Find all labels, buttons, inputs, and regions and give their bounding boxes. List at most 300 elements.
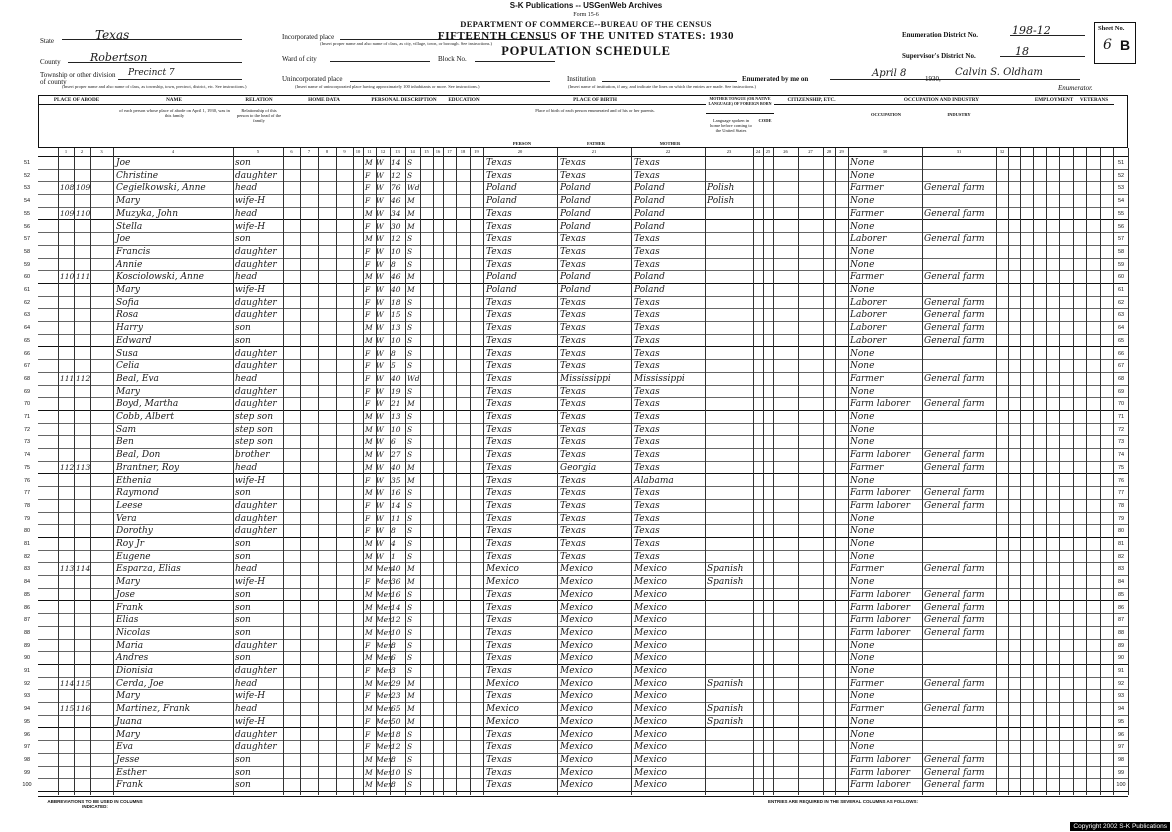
sex-cell: M — [365, 234, 373, 244]
age-cell: 13 — [391, 323, 401, 333]
person-name-cell: Esther — [116, 767, 147, 778]
industry-cell: General farm — [924, 704, 985, 715]
mother-tongue-cell — [707, 399, 753, 409]
person-name-cell: Beal, Don — [116, 450, 161, 461]
column-number: 10 — [355, 149, 361, 154]
relation-cell: daughter — [235, 348, 277, 359]
line-number-left: 91 — [23, 668, 31, 674]
marital-status-cell: S — [407, 437, 413, 447]
occupation-cell: Laborer — [850, 323, 887, 334]
dwelling-number-cell — [60, 615, 74, 625]
line-number-left: 57 — [23, 236, 31, 243]
race-cell: W — [376, 462, 384, 472]
mother-tongue-cell: Polish — [707, 196, 735, 207]
birthplace-cell: Poland — [486, 183, 517, 194]
relation-cell: daughter — [235, 742, 277, 753]
line-number: 54 — [1117, 198, 1125, 205]
industry-cell: General farm — [924, 272, 985, 283]
line-number: 98 — [1117, 756, 1125, 763]
person-name-cell: Susa — [116, 348, 138, 359]
family-number-cell: 114 — [76, 564, 91, 574]
column-number: 14 — [410, 149, 415, 154]
line-number-left: 68 — [23, 375, 31, 382]
age-cell: 3 — [391, 666, 396, 675]
enumerated-year: 1930, — [925, 75, 941, 83]
industry-cell — [924, 361, 994, 371]
mother-birthplace-cell: Texas — [634, 259, 660, 270]
census-title: FIFTEENTH CENSUS OF THE UNITED STATES: 1930 — [437, 30, 735, 42]
race-cell: Mex — [376, 716, 393, 726]
person-name-cell: Cegielkowski, Anne — [116, 183, 206, 194]
table-row — [23, 259, 1128, 272]
birthplace-cell: Texas — [486, 627, 512, 638]
column-number: 4 — [171, 149, 175, 154]
sex-cell: M — [365, 450, 373, 460]
mother-tongue-cell — [707, 361, 753, 371]
block-label: Block No. — [438, 55, 467, 63]
race-cell: W — [376, 221, 384, 231]
column-number: 18 — [460, 149, 466, 154]
race-cell: Mex — [376, 678, 393, 688]
table-row — [23, 246, 1128, 259]
column-number: 25 — [765, 149, 771, 154]
entries-title: ENTRIES ARE REQUIRED IN THE SEVERAL COLUMNS AS FOLLOWS: — [767, 799, 919, 804]
race-cell: W — [376, 500, 384, 510]
dwelling-number-cell — [60, 450, 74, 460]
birthplace-cell: Texas — [486, 526, 512, 537]
father-birthplace-cell: Georgia — [560, 462, 597, 473]
dwelling-number-cell — [60, 222, 74, 232]
incorporated-line — [340, 29, 550, 40]
table-row — [23, 665, 1128, 678]
table-row — [23, 411, 1128, 424]
supervisor-district-label: Supervisor's District No. — [902, 52, 976, 60]
dwelling-number-cell — [60, 425, 74, 435]
industry-cell — [924, 196, 994, 206]
dwelling-number-cell — [60, 349, 74, 359]
column-number: 31 — [956, 149, 962, 154]
line-number-left: 77 — [23, 490, 31, 497]
industry-cell — [924, 437, 994, 447]
race-cell: W — [376, 348, 384, 358]
family-number-cell — [76, 691, 90, 701]
race-cell: W — [376, 310, 384, 320]
birthplace-cell: Texas — [486, 259, 512, 270]
person-name-cell: Francis — [116, 246, 151, 257]
sheet-number: 6 — [1103, 37, 1112, 53]
person-name-cell: Muzyka, John — [116, 208, 178, 219]
person-name-cell: Jesse — [116, 754, 140, 765]
father-birthplace-cell: Mexico — [560, 589, 593, 600]
mother-tongue-cell — [707, 603, 753, 613]
industry-cell: General farm — [924, 767, 985, 778]
mother-birthplace-cell: Texas — [634, 297, 660, 308]
industry-cell: General farm — [924, 678, 985, 689]
occupation-cell: None — [850, 285, 875, 295]
mother-birthplace-cell: Alabama — [634, 475, 674, 486]
father-birthplace-cell: Mexico — [560, 742, 593, 753]
line-number: 69 — [1117, 388, 1125, 395]
column-number: 19 — [474, 149, 479, 154]
person-name-cell: Juana — [116, 716, 142, 727]
occupation-cell: None — [850, 170, 875, 181]
age-cell: 8 — [391, 526, 396, 536]
industry-col-header: INDUSTRY — [947, 112, 971, 117]
grid-line — [420, 148, 421, 795]
sex-cell: F — [365, 310, 371, 320]
column-number: 16 — [435, 149, 441, 154]
line-number: 80 — [1117, 528, 1125, 535]
age-cell: 10 — [391, 424, 401, 434]
group-citizenship: CITIZENSHIP, ETC. — [774, 96, 849, 105]
sex-cell: F — [365, 373, 371, 383]
line-number: 94 — [1117, 706, 1125, 713]
township-note: (Insert proper name and also name of class, as township, town, precinct, district, etc. See instructions.) — [62, 84, 247, 89]
industry-cell: General farm — [924, 602, 985, 613]
mother-tongue-cell — [707, 247, 753, 257]
publisher-banner: S-K Publications -- USGenWeb Archives — [509, 1, 663, 10]
sex-cell: M — [365, 208, 373, 218]
table-row — [23, 729, 1128, 742]
occupation-cell: None — [850, 386, 875, 397]
sex-cell: M — [365, 627, 373, 637]
mother-birthplace-cell: Mexico — [634, 577, 667, 588]
father-birthplace-cell: Mexico — [560, 602, 593, 613]
relation-cell: head — [235, 704, 258, 715]
industry-cell: General farm — [924, 323, 985, 334]
grid-line — [1059, 148, 1060, 795]
column-number-row — [38, 148, 1128, 157]
mother-tongue-cell — [707, 501, 753, 511]
marital-status-cell: M — [407, 285, 415, 294]
father-birthplace-cell: Poland — [560, 272, 591, 283]
relation-cell: wife-H — [235, 577, 266, 588]
family-number-cell — [76, 628, 90, 638]
father-birthplace-cell: Poland — [560, 196, 591, 207]
dwelling-number-cell — [60, 196, 74, 206]
father-birthplace-cell: Texas — [560, 475, 586, 486]
industry-cell — [924, 387, 994, 397]
person-name-cell: Eugene — [116, 551, 151, 562]
column-number: 22 — [665, 149, 671, 154]
dwelling-number-cell — [60, 552, 74, 562]
enum-district-value: 198-12 — [1012, 24, 1051, 37]
grid-line — [763, 148, 764, 795]
sheet-side: B — [1120, 37, 1131, 53]
mother-tongue-cell — [707, 755, 753, 765]
column-number: 2 — [80, 149, 84, 154]
father-birthplace-cell: Mexico — [560, 666, 593, 676]
age-cell: 36 — [391, 577, 401, 587]
table-header — [38, 95, 1128, 148]
line-number-left: 55 — [23, 210, 31, 217]
table-row — [23, 716, 1128, 729]
line-number-left: 63 — [23, 312, 31, 319]
dwelling-number-cell — [60, 501, 74, 511]
column-number: 5 — [256, 149, 260, 154]
father-birthplace-cell: Poland — [560, 221, 591, 232]
mother-tongue-cell: Polish — [707, 183, 735, 194]
mother-birthplace-cell: Mexico — [634, 627, 667, 638]
age-cell: 40 — [391, 564, 401, 574]
marital-status-cell: S — [407, 640, 413, 650]
dwelling-number-cell: 112 — [60, 462, 75, 472]
grid-line — [376, 148, 377, 795]
line-number: 90 — [1117, 655, 1125, 662]
mother-tongue-cell — [707, 412, 753, 422]
line-number: 88 — [1117, 629, 1125, 636]
table-row — [23, 182, 1128, 195]
sex-cell: F — [365, 500, 371, 510]
grid-line — [443, 148, 444, 795]
relation-cell: daughter — [235, 170, 277, 181]
dwelling-number-cell — [60, 260, 74, 270]
industry-cell — [924, 641, 994, 651]
age-cell: 40 — [391, 285, 401, 294]
line-number-left: 59 — [23, 261, 31, 268]
occupation-cell: Farmer — [850, 373, 884, 384]
mother-tongue-cell — [707, 653, 753, 663]
sex-cell: F — [365, 170, 371, 180]
table-row — [23, 157, 1128, 170]
table-row — [23, 627, 1128, 640]
unincorporated-label: Unincorporated place — [282, 75, 343, 83]
column-number: 32 — [999, 149, 1005, 154]
relation-cell: daughter — [235, 666, 277, 676]
township-value: Precinct 7 — [128, 68, 175, 78]
race-cell: W — [376, 335, 384, 345]
relation-cell: head — [235, 678, 258, 689]
mother-tongue-cell — [707, 437, 753, 447]
mother-tongue-cell — [707, 730, 753, 740]
schedule-title: POPULATION SCHEDULE — [501, 44, 671, 58]
relation-cell: daughter — [235, 526, 277, 537]
father-birthplace-cell: Texas — [560, 437, 586, 448]
person-name-cell: Ben — [116, 437, 134, 448]
column-number: 1 — [64, 149, 68, 154]
mother-birthplace-cell: Mexico — [634, 767, 667, 778]
mother-tongue-cell — [707, 552, 753, 562]
industry-cell: General farm — [924, 310, 985, 321]
occupation-cell: None — [850, 653, 875, 664]
table-row — [23, 233, 1128, 246]
abbreviations-title: ABBREVIATIONS TO BE USED IN COLUMNS INDICATED: — [47, 799, 143, 809]
person-name-cell: Mary — [116, 386, 140, 397]
grid-line — [1113, 148, 1114, 795]
birthplace-cell: Texas — [486, 500, 512, 511]
family-number-cell — [76, 780, 90, 790]
line-number: 75 — [1117, 464, 1125, 471]
group-place-of-birth: PLACE OF BIRTH — [484, 96, 706, 105]
mother-birthplace-cell: Mexico — [634, 780, 667, 791]
person-name-cell: Cerda, Joe — [116, 678, 164, 689]
birthplace-cell: Texas — [486, 373, 512, 384]
occupation-cell: None — [850, 513, 875, 524]
father-birthplace-cell: Texas — [560, 310, 586, 321]
family-number-cell — [76, 336, 90, 346]
family-number-cell — [76, 349, 90, 359]
supervisor-district-line — [1000, 46, 1085, 57]
dwelling-number-cell: 109 — [60, 208, 75, 218]
dwelling-number-cell — [60, 780, 74, 790]
occupation-cell: None — [850, 221, 875, 232]
occupation-cell: None — [850, 551, 875, 562]
marital-status-cell: S — [407, 539, 413, 548]
grid-line — [336, 148, 337, 795]
grid-line — [1020, 148, 1021, 795]
marital-status-cell: M — [407, 196, 415, 206]
person-name-cell: Mary — [116, 729, 140, 740]
line-number-left: 94 — [23, 706, 31, 713]
mother-tongue-cell — [707, 336, 753, 346]
dwelling-number-cell — [60, 768, 74, 778]
marital-status-cell: S — [407, 767, 413, 777]
industry-cell — [924, 653, 994, 663]
family-number-cell — [76, 310, 90, 320]
grid-line — [1073, 148, 1074, 795]
father-birthplace-cell: Texas — [560, 386, 586, 397]
column-number: 3 — [100, 149, 103, 154]
occupation-cell: Farmer — [850, 208, 884, 219]
line-number: 55 — [1117, 210, 1125, 217]
mother-tongue-cell: Spanish — [707, 577, 744, 588]
sex-cell: F — [365, 348, 371, 358]
grid-line — [363, 148, 364, 795]
marital-status-cell: M — [407, 678, 415, 688]
sex-cell: F — [365, 399, 371, 409]
grid-line — [705, 148, 706, 795]
race-cell: W — [376, 513, 384, 523]
table-row — [23, 589, 1128, 602]
dwelling-number-cell — [60, 514, 74, 524]
birthplace-cell: Texas — [486, 246, 512, 257]
marital-status-cell: S — [407, 361, 413, 371]
birthplace-cell: Texas — [486, 488, 512, 499]
grid-line — [753, 148, 754, 795]
table-row — [23, 754, 1128, 767]
person-name-cell: Dorothy — [116, 526, 153, 537]
mother-birthplace-cell: Mexico — [634, 564, 667, 575]
father-birthplace-cell: Texas — [560, 513, 586, 524]
marital-status-cell: M — [407, 462, 415, 472]
mother-tongue-cell — [707, 463, 753, 473]
relation-cell: wife-H — [235, 691, 266, 702]
occupation-cell: Farm laborer — [850, 602, 911, 613]
table-row — [23, 525, 1128, 538]
industry-cell — [924, 222, 994, 232]
state-label: State — [40, 37, 54, 45]
sex-cell: M — [365, 780, 373, 790]
marital-status-cell: M — [407, 564, 415, 574]
line-number-left: 84 — [23, 579, 31, 586]
father-birthplace-cell: Poland — [560, 208, 591, 219]
father-birthplace-cell: Texas — [560, 259, 586, 270]
form-number: Form 15-6 — [573, 12, 599, 18]
line-number-left: 82 — [23, 553, 31, 560]
industry-cell: General farm — [924, 589, 985, 600]
table-row — [23, 551, 1128, 564]
person-name-cell: Mary — [116, 285, 140, 295]
dwelling-number-cell — [60, 285, 74, 295]
family-number-cell — [76, 488, 90, 498]
mother-col-header: MOTHER — [659, 141, 681, 146]
person-name-cell: Nicolas — [116, 627, 151, 638]
sex-cell: F — [365, 196, 371, 206]
column-number: 11 — [367, 149, 372, 154]
dwelling-number-cell — [60, 603, 74, 613]
industry-cell — [924, 349, 994, 359]
race-cell: W — [376, 170, 384, 180]
sex-cell: F — [365, 183, 371, 193]
column-number: 30 — [882, 149, 888, 154]
industry-cell — [924, 539, 994, 549]
sex-cell: F — [365, 729, 371, 739]
occupation-cell: Farm laborer — [850, 780, 911, 791]
mother-tongue-cell — [707, 285, 753, 295]
age-cell: 6 — [391, 653, 396, 663]
line-number-left: 58 — [23, 248, 31, 255]
mother-birthplace-cell: Texas — [634, 158, 660, 168]
age-cell: 40 — [391, 462, 401, 472]
relation-cell: son — [235, 488, 251, 499]
occupation-cell: Farmer — [850, 678, 884, 689]
mother-birthplace-cell: Mississippi — [634, 373, 685, 384]
language-col-header: Language spoken in home before coming to the United States — [710, 118, 752, 133]
relation-cell: son — [235, 627, 251, 638]
race-cell: W — [376, 361, 384, 371]
birthplace-cell: Texas — [486, 640, 512, 651]
age-cell: 23 — [391, 691, 401, 701]
marital-status-cell: S — [407, 246, 413, 256]
industry-cell — [924, 260, 994, 270]
person-col-header: PERSON — [512, 141, 532, 146]
mother-tongue-cell — [707, 476, 753, 486]
birthplace-cell: Texas — [486, 386, 512, 397]
birthplace-cell: Mexico — [486, 577, 519, 588]
line-number-left: 83 — [23, 566, 31, 573]
enum-district-label: Enumeration District No. — [902, 31, 979, 39]
birthplace-cell: Mexico — [486, 704, 519, 715]
age-cell: 16 — [391, 488, 401, 498]
father-birthplace-cell: Mexico — [560, 640, 593, 651]
column-number: 12 — [380, 149, 386, 154]
incorporated-note: (Insert proper name and also name of class, as city, village, town, or borough. See instructions.) — [320, 41, 493, 46]
family-number-cell — [76, 171, 90, 181]
age-cell: 6 — [391, 437, 396, 447]
sex-cell: F — [365, 285, 371, 294]
line-number-left: 52 — [23, 172, 31, 179]
grid-line — [631, 148, 632, 795]
line-number: 59 — [1117, 261, 1125, 268]
dwelling-number-cell — [60, 577, 74, 587]
family-number-cell — [76, 742, 90, 752]
industry-cell — [924, 730, 994, 740]
table-row — [23, 386, 1128, 399]
mother-tongue-cell — [707, 272, 753, 282]
industry-cell — [924, 577, 994, 587]
race-cell: W — [376, 488, 384, 498]
marital-status-cell: S — [407, 729, 413, 739]
sex-cell: M — [365, 424, 373, 434]
industry-cell — [924, 247, 994, 257]
mother-birthplace-cell: Texas — [634, 539, 660, 549]
birth-col-header: Place of birth of each person enumerated and of his or her parents. — [535, 108, 655, 113]
person-name-cell: Eva — [116, 742, 134, 753]
line-number-left: 67 — [23, 363, 31, 370]
age-cell: 27 — [391, 450, 401, 460]
mother-birthplace-cell: Poland — [634, 285, 665, 295]
column-number: 21 — [591, 149, 597, 154]
